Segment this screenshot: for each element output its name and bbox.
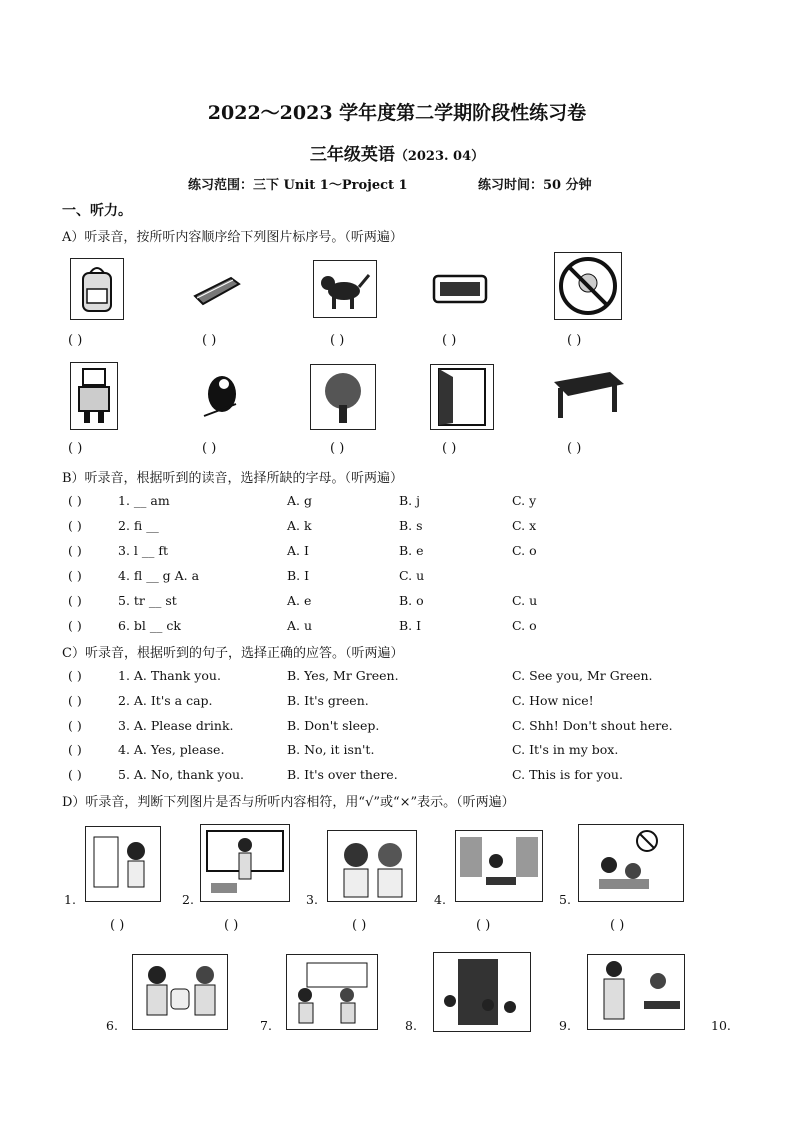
answer-paren[interactable]: ( ) <box>567 441 582 456</box>
bird-icon <box>196 364 246 426</box>
question-text: 6. bl __ ck <box>118 618 181 633</box>
question-text: 2. A. It's a cap. <box>118 693 213 708</box>
subtitle-date: （2023. 04） <box>394 149 485 164</box>
option-c: C. y <box>512 493 537 508</box>
boy-pointing-scene-icon <box>85 826 161 902</box>
pencil-case-icon <box>191 266 243 312</box>
item-number: 3. <box>306 892 318 907</box>
question-text: 5. A. No, thank you. <box>118 767 245 782</box>
exercise-time: 练习时间：50 分钟 <box>478 178 592 193</box>
item-number: 5. <box>559 892 571 907</box>
schoolbag-icon <box>70 258 124 320</box>
part-b-instruction: B）听录音，根据听到的读音，选择所缺的字母。（听两遍） <box>62 471 404 486</box>
option-a: A. e <box>287 593 312 608</box>
option-c: C. o <box>512 618 537 633</box>
item-number: 9. <box>559 1018 571 1033</box>
question-text: 3. l __ ft <box>118 543 168 558</box>
item-number: 6. <box>106 1018 118 1033</box>
exercise-range: 练习范围：三下 Unit 1～Project 1 <box>188 178 408 193</box>
option-a: A. g <box>287 493 312 508</box>
option-b: B. I <box>399 618 422 633</box>
question-text: 2. fi __ <box>118 518 159 533</box>
answer-paren[interactable]: ( ) <box>68 767 82 782</box>
option-c: C. How nice! <box>512 693 594 708</box>
answer-paren[interactable]: ( ) <box>330 441 345 456</box>
answer-paren[interactable]: ( ) <box>567 333 582 348</box>
option-a: A. u <box>287 618 313 633</box>
kids-at-blackboard-scene-icon <box>286 954 378 1030</box>
answer-paren[interactable]: ( ) <box>330 333 345 348</box>
answer-paren[interactable]: ( ) <box>352 918 367 933</box>
answer-paren[interactable]: ( ) <box>202 333 217 348</box>
option-b: B. Yes, Mr Green. <box>287 668 399 683</box>
option-b: B. e <box>399 543 424 558</box>
section-heading: 一、听力。 <box>62 203 132 219</box>
option-b: B. It's over there. <box>287 767 398 782</box>
question-text: 5. tr __ st <box>118 593 177 608</box>
option-c: C. It's in my box. <box>512 742 619 757</box>
question-text: 1. __ am <box>118 493 170 508</box>
question-text: 4. fl __ g A. a <box>118 568 200 583</box>
answer-paren[interactable]: ( ) <box>68 568 82 583</box>
item-number: 7. <box>260 1018 272 1033</box>
option-b: B. Don't sleep. <box>287 718 380 733</box>
dog-icon <box>313 260 377 318</box>
answer-paren[interactable]: ( ) <box>442 333 457 348</box>
option-b: B. It's green. <box>287 693 369 708</box>
option-c: C. x <box>512 518 537 533</box>
table-icon <box>550 366 628 422</box>
subtitle-text: 三年级英语 <box>309 145 395 165</box>
part-a-instruction: A）听录音，按所听内容顺序给下列图片标序号。（听两遍） <box>62 230 403 245</box>
question-text: 1. A. Thank you. <box>118 668 221 683</box>
answer-paren[interactable]: ( ) <box>68 668 82 683</box>
part-c-instruction: C）听录音，根据听到的句子，选择正确的应答。（听两遍） <box>62 646 404 661</box>
lunch-box-icon <box>430 268 490 310</box>
item-number: 4. <box>434 892 446 907</box>
option-a: A. k <box>287 518 312 533</box>
answer-paren[interactable]: ( ) <box>68 543 82 558</box>
man-and-woman-scene-icon <box>587 954 685 1030</box>
tree-icon <box>310 364 376 430</box>
question-text: 4. A. Yes, please. <box>118 742 225 757</box>
option-b: B. s <box>399 518 423 533</box>
teacher-blackboard-scene-icon <box>200 824 290 902</box>
open-door-icon <box>430 364 494 430</box>
answer-paren[interactable]: ( ) <box>68 493 82 508</box>
answer-paren[interactable]: ( ) <box>68 742 82 757</box>
answer-paren[interactable]: ( ) <box>442 441 457 456</box>
answer-paren[interactable]: ( ) <box>68 333 83 348</box>
no-eating-classroom-scene-icon <box>578 824 684 902</box>
answer-paren[interactable]: ( ) <box>68 441 83 456</box>
part-d-instruction: D）听录音，判断下列图片是否与所听内容相符，用“√”或“×”表示。（听两遍） <box>62 795 515 810</box>
item-number: 1. <box>64 892 76 907</box>
robot-icon <box>70 362 118 430</box>
answer-paren[interactable]: ( ) <box>68 518 82 533</box>
girls-eating-scene-icon <box>327 830 417 902</box>
boy-at-desk-scene-icon <box>455 830 543 902</box>
page-title: 2022～2023 学年度第二学期阶段性练习卷 <box>207 102 587 124</box>
answer-paren[interactable]: ( ) <box>110 918 125 933</box>
option-c: C. See you, Mr Green. <box>512 668 653 683</box>
option-b: B. o <box>399 593 424 608</box>
answer-paren[interactable]: ( ) <box>610 918 625 933</box>
item-number: 10. <box>711 1018 731 1033</box>
boy-giving-bag-scene-icon <box>132 954 228 1030</box>
page-subtitle <box>0 140 794 165</box>
option-b: B. j <box>399 493 421 508</box>
option-c: C. u <box>512 593 538 608</box>
item-number: 8. <box>405 1018 417 1033</box>
option-c: C. Shh! Don't shout here. <box>512 718 673 733</box>
item-number: 2. <box>182 892 194 907</box>
option-c: C. o <box>512 543 537 558</box>
answer-paren[interactable]: ( ) <box>68 718 82 733</box>
option-b: B. I <box>287 568 310 583</box>
question-text: 3. A. Please drink. <box>118 718 234 733</box>
kids-at-door-scene-icon <box>433 952 531 1032</box>
answer-paren[interactable]: ( ) <box>202 441 217 456</box>
option-c: C. u <box>399 568 425 583</box>
answer-paren[interactable]: ( ) <box>476 918 491 933</box>
no-eating-sign-icon <box>554 252 622 320</box>
answer-paren[interactable]: ( ) <box>224 918 239 933</box>
answer-paren[interactable]: ( ) <box>68 693 82 708</box>
option-a: A. I <box>287 543 309 558</box>
option-b: B. No, it isn't. <box>287 742 375 757</box>
option-c: C. This is for you. <box>512 767 623 782</box>
answer-paren[interactable]: ( ) <box>68 593 82 608</box>
answer-paren[interactable]: ( ) <box>68 618 82 633</box>
